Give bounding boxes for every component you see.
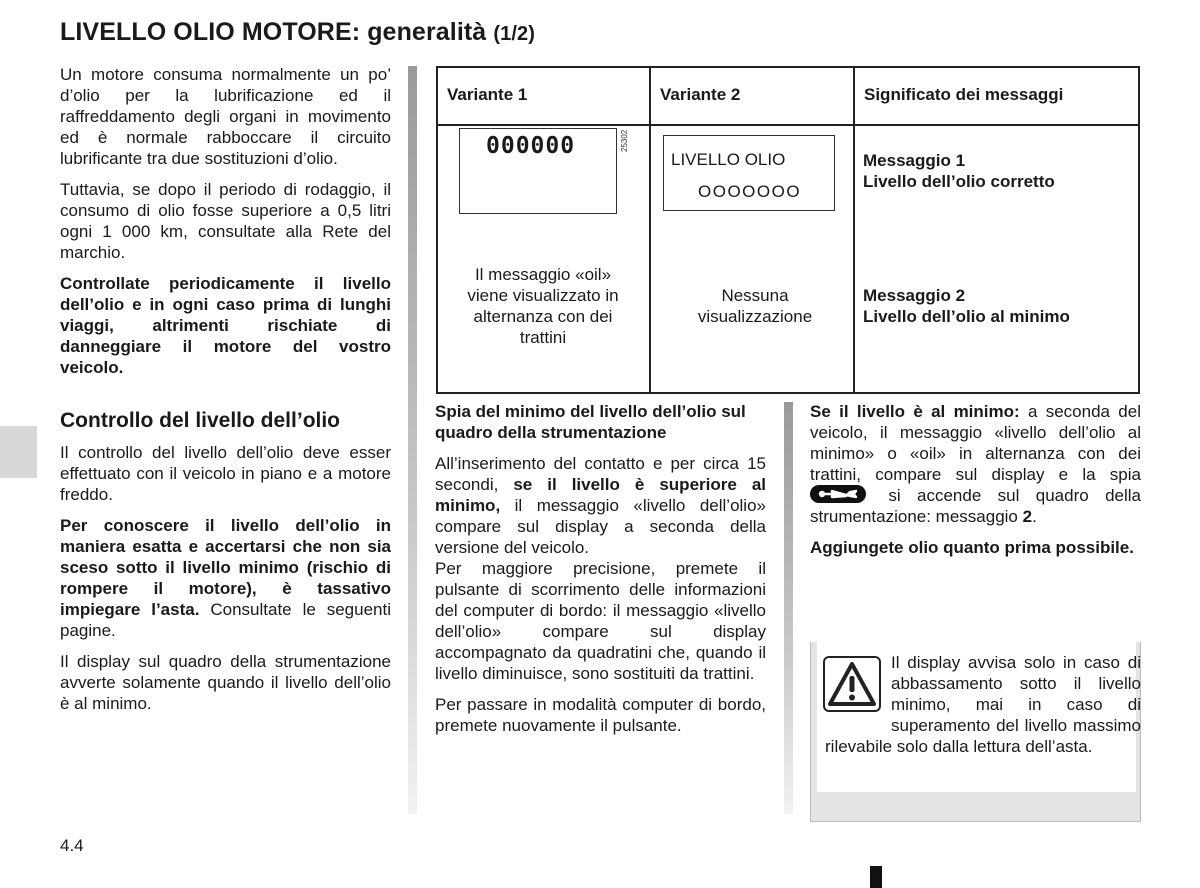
message2-text: Livello dell’olio al minimo <box>863 307 1070 326</box>
oil-messages-table <box>436 66 1140 394</box>
table-header-variant1: Variante 1 <box>447 85 528 104</box>
section-heading: Controllo del livello dell’olio <box>60 409 341 432</box>
table-header-meaning: Significato dei messaggi <box>864 85 1064 104</box>
chapter-tab <box>0 426 37 478</box>
table-divider <box>853 68 855 392</box>
column-divider-bar <box>784 402 793 814</box>
dashboard-display-variant2 <box>663 135 835 211</box>
variant1-description: Il messaggio «oil» viene visualizzato in alternanza con dei trattini <box>467 265 619 347</box>
paragraph-minimum-level: Se il livello è al minimo: a seconda del veicolo, il messaggio «livello dell’olio al minimo» o «oil» in alternanza con dei trattini, compare sul display e la spia si accende sul quadro della strumentazione: messaggio 2. <box>810 402 1141 526</box>
warning-box <box>810 642 1141 822</box>
message2-title: Messaggio 2 <box>863 286 966 305</box>
message1 <box>863 150 1055 192</box>
icon-spacer <box>825 652 891 716</box>
table-divider <box>438 124 1138 126</box>
column-right <box>810 401 1141 568</box>
paragraph-conditions: Il controllo del livello dell’olio deve esser effettuato con il veicolo in piano e a motore freddo. <box>60 443 391 504</box>
figure-reference-code: 25302 <box>620 129 629 152</box>
page-edge-marker <box>870 866 882 888</box>
paragraph-warning-check: Controllate periodicamente il livello dell’olio e in ogni caso prima di lunghi viaggi, altrimenti rischiate di danneggiare il motore del vostro veicolo. <box>60 274 391 377</box>
paragraph-intro: Un motore consuma normalmente un po’ d’olio per la lubrificazione ed il raffreddamento degli organi in movimento ed è normale rabboccare il circuito lubrificante tra due sostituzioni d’olio. <box>60 65 391 168</box>
message1-text: Livello dell’olio corretto <box>863 172 1055 191</box>
table-divider <box>649 68 651 392</box>
column-middle <box>435 401 766 746</box>
page-number: 4.4 <box>60 836 84 855</box>
paragraph-consumption: Tuttavia, se dopo il periodo di rodaggio, il consumo di olio fosse superiore a 0,5 litri ogni 1 000 km, consultate alla Rete del marchio. <box>60 180 391 262</box>
message2 <box>863 285 1070 327</box>
oil-warning-light-icon <box>810 485 866 503</box>
message1-title: Messaggio 1 <box>863 151 966 170</box>
variant2-description: Nessuna visualizzazione <box>697 286 813 326</box>
warning-text: Il display avvisa solo in caso di abbassamento sotto il livello minimo, mai in caso di superamento del livello massimo rilevabile solo dalla lettura dell’asta. <box>825 653 1141 756</box>
warning-text-block <box>825 652 1141 757</box>
dipstick-rest-text: Consultate le seguenti pagine. <box>60 600 391 640</box>
display-digits: 000000 <box>486 133 576 159</box>
message-number: 2 <box>1022 507 1033 526</box>
paragraph-add-oil: Aggiungete olio quanto prima possibile. <box>810 538 1134 557</box>
page-title-suffix: (1/2) <box>493 23 535 45</box>
display-label: LIVELLO OLIO <box>671 150 786 169</box>
paragraph-precision: Per maggiore precisione, premete il pulsante di scorrimento delle informazioni del computer di bordo: il messaggio «livello dell’olio» compare sul display accompagnato da quadratini che, quando il livello diminuisce, sono sostituiti da trattini. <box>435 559 766 683</box>
subheading-oil-warning-light: Spia del minimo del livello dell’olio sul quadro della strumentazione <box>435 402 746 442</box>
table-header-variant2: Variante 2 <box>660 85 741 104</box>
paragraph-display-note: Il display sul quadro della strumentazione avverte solamente quando il livello dell’olio è al minimo. <box>60 652 391 713</box>
dashboard-display-variant1 <box>459 128 617 214</box>
column-left <box>60 64 391 724</box>
paragraph-ignition: All’inserimento del contatto e per circa 15 secondi, se il livello è superiore al minimo, il messaggio «livello dell’olio» compare sul display a seconda della versione del veicolo. <box>435 454 766 557</box>
above-minimum-bold: se il livello è superiore al minimo, <box>435 475 766 515</box>
display-squares: OOOOOOO <box>698 182 802 201</box>
paragraph-dipstick <box>60 515 391 641</box>
column-divider-bar <box>408 66 417 814</box>
paragraph-onboard-computer: Per passare in modalità computer di bordo, premete nuovamente il pulsante. <box>435 695 766 735</box>
minimum-level-bold: Se il livello è al minimo: <box>810 402 1020 421</box>
dipstick-bold-text: Per conoscere il livello dell’olio in maniera esatta e accertarsi che non sia sceso sotto il livello minimo (rischio di rompere il motore), è tassativo impiegare l’asta. <box>60 516 391 619</box>
page-title: LIVELLO OLIO MOTORE: generalità (1/2) <box>60 18 535 46</box>
